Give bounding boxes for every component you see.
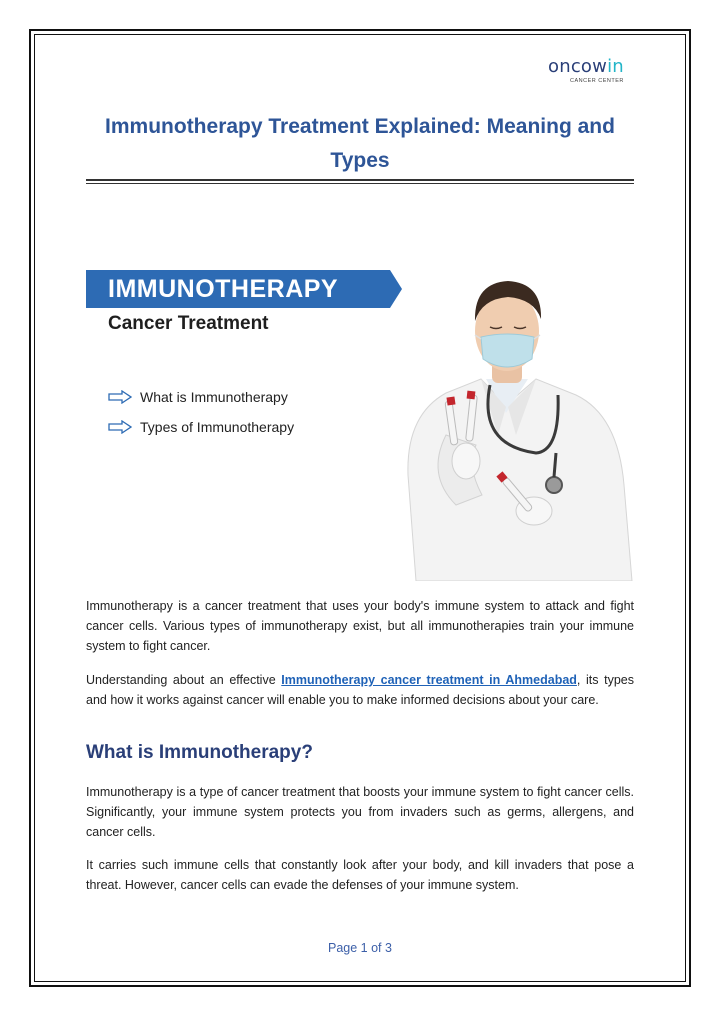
hero-banner: [86, 270, 390, 308]
arrow-right-icon: [108, 390, 132, 404]
immune-cells-paragraph: It carries such immune cells that constantly look after your body, and kill invaders that pose a threat. However, cancer cells can evade the defenses of your immune system.: [86, 858, 634, 892]
ahmedabad-paragraph: [86, 670, 634, 710]
hero-subtitle: Cancer Treatment: [108, 313, 269, 334]
hero-item-types: [108, 417, 294, 437]
logo-tagline: CANCER CENTER: [570, 78, 624, 84]
definition-paragraph: Immunotherapy is a type of cancer treatment that boosts your immune system to fight cancer cells. Significantly, your immune system protects you from invaders such as germs, allergens, and cancer cells.: [86, 785, 634, 839]
hero-item-label: Types of Immunotherapy: [140, 419, 295, 435]
section-heading: What is Immunotherapy?: [86, 742, 313, 763]
paragraph-text: Understanding about an effective: [86, 673, 282, 687]
hero-image: [86, 265, 634, 583]
arrow-right-icon: [108, 420, 132, 434]
hero-banner-text: IMMUNOTHERAPY: [108, 275, 339, 303]
doctor-illustration: [386, 275, 634, 581]
immunotherapy-ahmedabad-link[interactable]: Immunotherapy cancer treatment in Ahmedabad: [281, 673, 577, 687]
oncowin-logo: [548, 58, 638, 86]
logo-wordmark-accent: in: [607, 56, 624, 77]
paragraph-text: , its types and how it works against cancer will enable you to make informed decisions about your care.: [86, 673, 634, 707]
logo-wordmark: [548, 58, 638, 76]
intro-paragraph: Immunotherapy is a cancer treatment that uses your body's immune system to attack and fight cancer cells. Various types of immunotherapy exist, but all immunotherapies train your immune system to fight cancer.: [86, 599, 634, 653]
hero-item-what-is: [108, 387, 288, 407]
logo-wordmark-main: oncow: [548, 56, 608, 77]
title-divider: [86, 179, 634, 181]
title-divider-thin: [86, 183, 634, 184]
hero-item-label: What is Immunotherapy: [140, 389, 288, 405]
document-title: Immunotherapy Treatment Explained: Meaning and Types: [105, 115, 615, 172]
page-number: Page 1 of 3: [328, 941, 392, 955]
